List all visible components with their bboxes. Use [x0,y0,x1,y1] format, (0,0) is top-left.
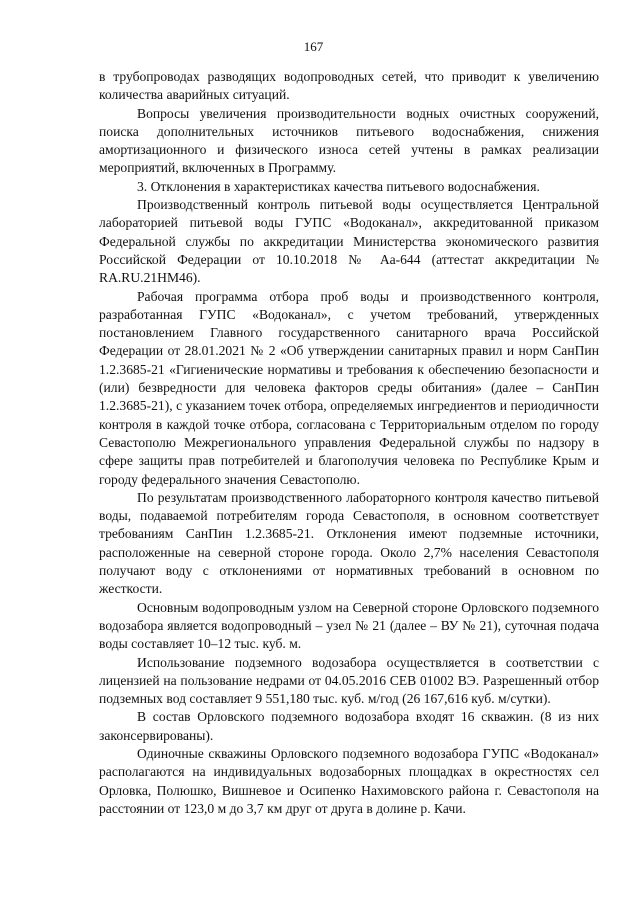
paragraph-pipeline-failures: в трубопроводах разводящих водопроводных сетей, что приводит к увеличению количества аварийных ситуаций. [99,69,599,103]
paragraph-capacity-issues: Вопросы увеличения производительности водных очистных сооружений, поиска дополнительных источников питьевого водоснабжения, снижения амортизационного и физического износа сетей учтены в рамках реализации мероприятий, включенных в Программу. [99,105,599,176]
paragraph-production-control: Производственный контроль питьевой воды осуществляется Центральной лабораторией питьевой воды ГУПС «Водоканал», аккредитованной приказом Федеральной службы по аккредитации Министерства экономического развития Российской Федерации от 10.10.2018 № Аа-644 (аттестат аккредитации № RA.RU.21HM46). [99,197,599,286]
paragraph-wells-location: Одиночные скважины Орловского подземного водозабора ГУПС «Водоканал» располагаются на индивидуальных водозаборных площадках в окрестностях сел Орловка, Полюшко, Вишневое и Осипенко Нахимовского района г. Севастополя на расстоянии от 123,0 м до 3,7 км друг от друга в долине р. Качи. [99,745,599,816]
paragraph-sampling-program: Рабочая программа отбора проб воды и производственного контроля, разработанная ГУПС «Водоканал», с учетом требований, утвержденных постановлением Главного государственного санитарного врача Российской Федерации от 28.01.2021 № 2 «Об утверждении санитарных правил и норм СанПин 1.2.3685-21 «Гигиенические нормативы и требования к обеспечению безопасности и (или) безвредности для человека факторов среды обитания» (далее – СанПин 1.2.3685-21), с указанием точек отбора, определяемых ингредиентов и периодичности контроля в каждой точке отбора, согласована с Территориальным отделом по городу Севастополю Межрегионального управления Федеральной службы по надзору в сфере защиты прав потребителей и благополучия человека по Республике Крым и городу федерального значения Севастополю. [99,288,599,487]
page-number: 167 [303,39,324,54]
paragraph-control-results: По результатам производственного лабораторного контроля качество питьевой воды, подаваемой потребителям города Севастополя, в основном соответствует требованиям СанПин 1.2.3685-21. Отклонения имеют подземные источники, расположенные на северной стороне города. Около 2,7% населения Севастополя получают воду с отклонениями от нормативных требований в основном по жесткости. [99,489,599,597]
paragraph-wells-count: В состав Орловского подземного водозабора входят 16 скважин. (8 из них законсервированы). [99,709,599,743]
document-body [99,68,599,818]
paragraph-main-water-node: Основным водопроводным узлом на Северной стороне Орловского подземного водозабора является водопроводный – узел № 21 (далее – ВУ № 21), суточная подача воды составляет 10–12 тыс. куб. м. [99,599,599,652]
paragraph-license: Использование подземного водозабора осуществляется в соответствии с лицензией на пользование недрами от 04.05.2016 СЕВ 01002 ВЭ. Разрешенный отбор подземных вод составляет 9 551,180 тыс. куб. м/год (26 167,616 куб. м/сутки). [99,654,599,707]
section-heading-quality-deviations: 3. Отклонения в характеристиках качества питьевого водоснабжения. [137,178,540,194]
